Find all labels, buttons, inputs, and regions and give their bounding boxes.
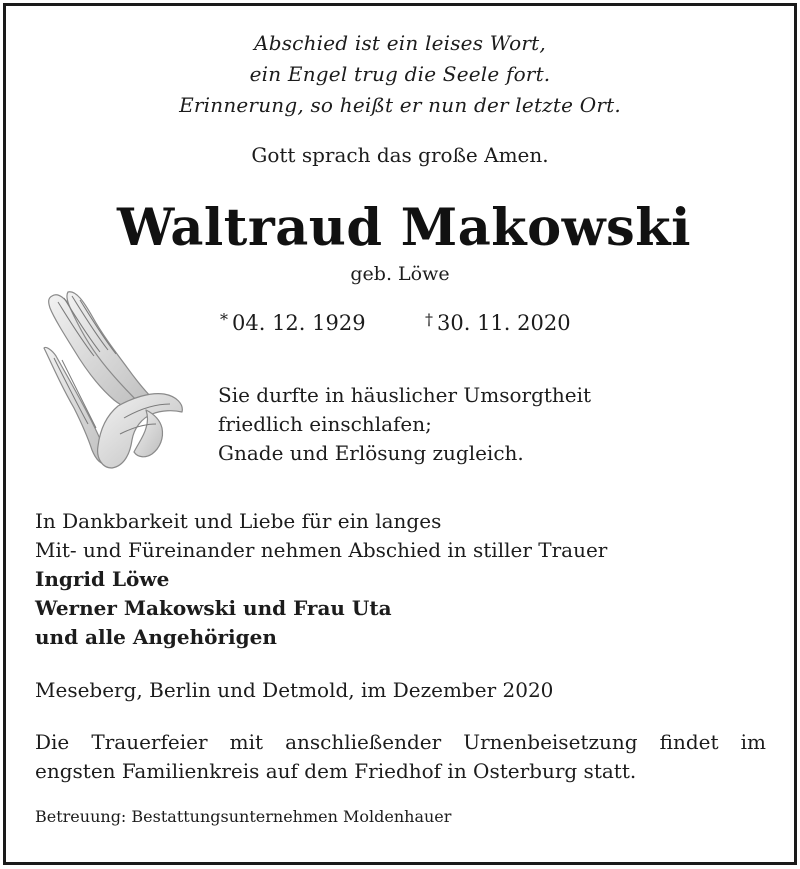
birth-name: geb. Löwe xyxy=(350,263,450,285)
family-section xyxy=(35,507,607,652)
poem-line: Abschied ist ein leises Wort, xyxy=(254,31,546,55)
verse-line: Gnade und Erlösung zugleich. xyxy=(218,441,524,465)
mourner-name: Werner Makowski und Frau Uta xyxy=(35,596,392,620)
place-date: Meseberg, Berlin und Detmold, im Dezember 2020 xyxy=(35,678,554,702)
birth-date-value: 04. 12. 1929 xyxy=(232,311,366,335)
funeral-line: Die Trauerfeier mit anschließender Urnenbeisetzung findet im xyxy=(35,730,766,754)
funeral-line: engsten Familienkreis auf dem Friedhof in Osterburg statt. xyxy=(35,759,637,783)
verse-line: Sie durfte in häuslicher Umsorgtheit xyxy=(218,383,592,407)
verse xyxy=(218,381,591,468)
death-date xyxy=(425,308,571,340)
death-symbol: † xyxy=(425,310,433,329)
care-line: Betreuung: Bestattungsunternehmen Moldenhauer xyxy=(35,807,452,826)
poem-line: Erinnerung, so heißt er nun der letzte Ort. xyxy=(179,93,621,117)
family-intro-line: Mit- und Füreinander nehmen Abschied in stiller Trauer xyxy=(35,538,608,562)
family-intro-line: In Dankbarkeit und Liebe für ein langes xyxy=(35,509,442,533)
birth-date xyxy=(220,308,366,340)
amen-line: Gott sprach das große Amen. xyxy=(251,143,549,167)
praying-hands-icon xyxy=(34,288,194,473)
funeral-info xyxy=(35,728,766,786)
birth-symbol: * xyxy=(220,310,228,329)
poem xyxy=(0,28,800,121)
mourner-name: Ingrid Löwe xyxy=(35,567,170,591)
mourner-name: und alle Angehörigen xyxy=(35,625,277,649)
verse-line: friedlich einschlafen; xyxy=(218,412,432,436)
death-date-value: 30. 11. 2020 xyxy=(437,311,571,335)
deceased-name: Waltraud Makowski xyxy=(117,198,691,258)
poem-line: ein Engel trug die Seele fort. xyxy=(249,62,551,86)
